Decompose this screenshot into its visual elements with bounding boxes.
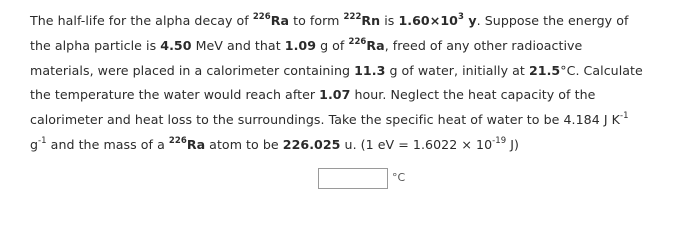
question-line-2: the alpha particle is 4.50 MeV and that 1.09 g of $^{226}$Ra, freed of any other radioactive: [30, 36, 583, 53]
radium-mass-value: 1.09: [284, 37, 317, 53]
isotope-mass-rn222: 222: [343, 12, 362, 22]
time-value: 1.07: [319, 87, 351, 103]
question-line-1: The half-life for the alpha decay of $^{226}$Ra to form $^{222}$Rn is $1.60\times 10^3$ y. Suppose the energy of: [30, 12, 629, 28]
alpha-energy-value: 4.50: [160, 37, 192, 53]
question-text: [30, 9, 695, 158]
answer-input[interactable]: [318, 168, 388, 189]
atom-mass-value: 226.025: [282, 136, 341, 152]
isotope-mass-ra226: 226: [252, 12, 271, 22]
question-line-5: calorimeter and heat loss to the surroundings. Take the specific heat of water to be 4.184 J $K^{-1}$: [30, 111, 629, 128]
water-mass-value: 11.3: [354, 62, 386, 78]
question-line-6: $g^{-1}$ and the mass of a $^{226}$Ra atom to be 226.025 u. (1 eV = $1.6022 \times 10^{-19}$ J): [30, 135, 519, 152]
half-life-value: 1.60×10: [398, 13, 458, 28]
answer-unit: °C: [392, 171, 406, 184]
answer-row: [318, 168, 405, 189]
initial-temp-value: 21.5: [528, 62, 561, 78]
question-line-4: the temperature the water would reach after 1.07 hour. Neglect the heat capacity of the: [30, 87, 596, 103]
question-line-3: materials, were placed in a calorimeter containing 11.3 g of water, initially at 21.5°C. Calculate: [30, 62, 643, 78]
